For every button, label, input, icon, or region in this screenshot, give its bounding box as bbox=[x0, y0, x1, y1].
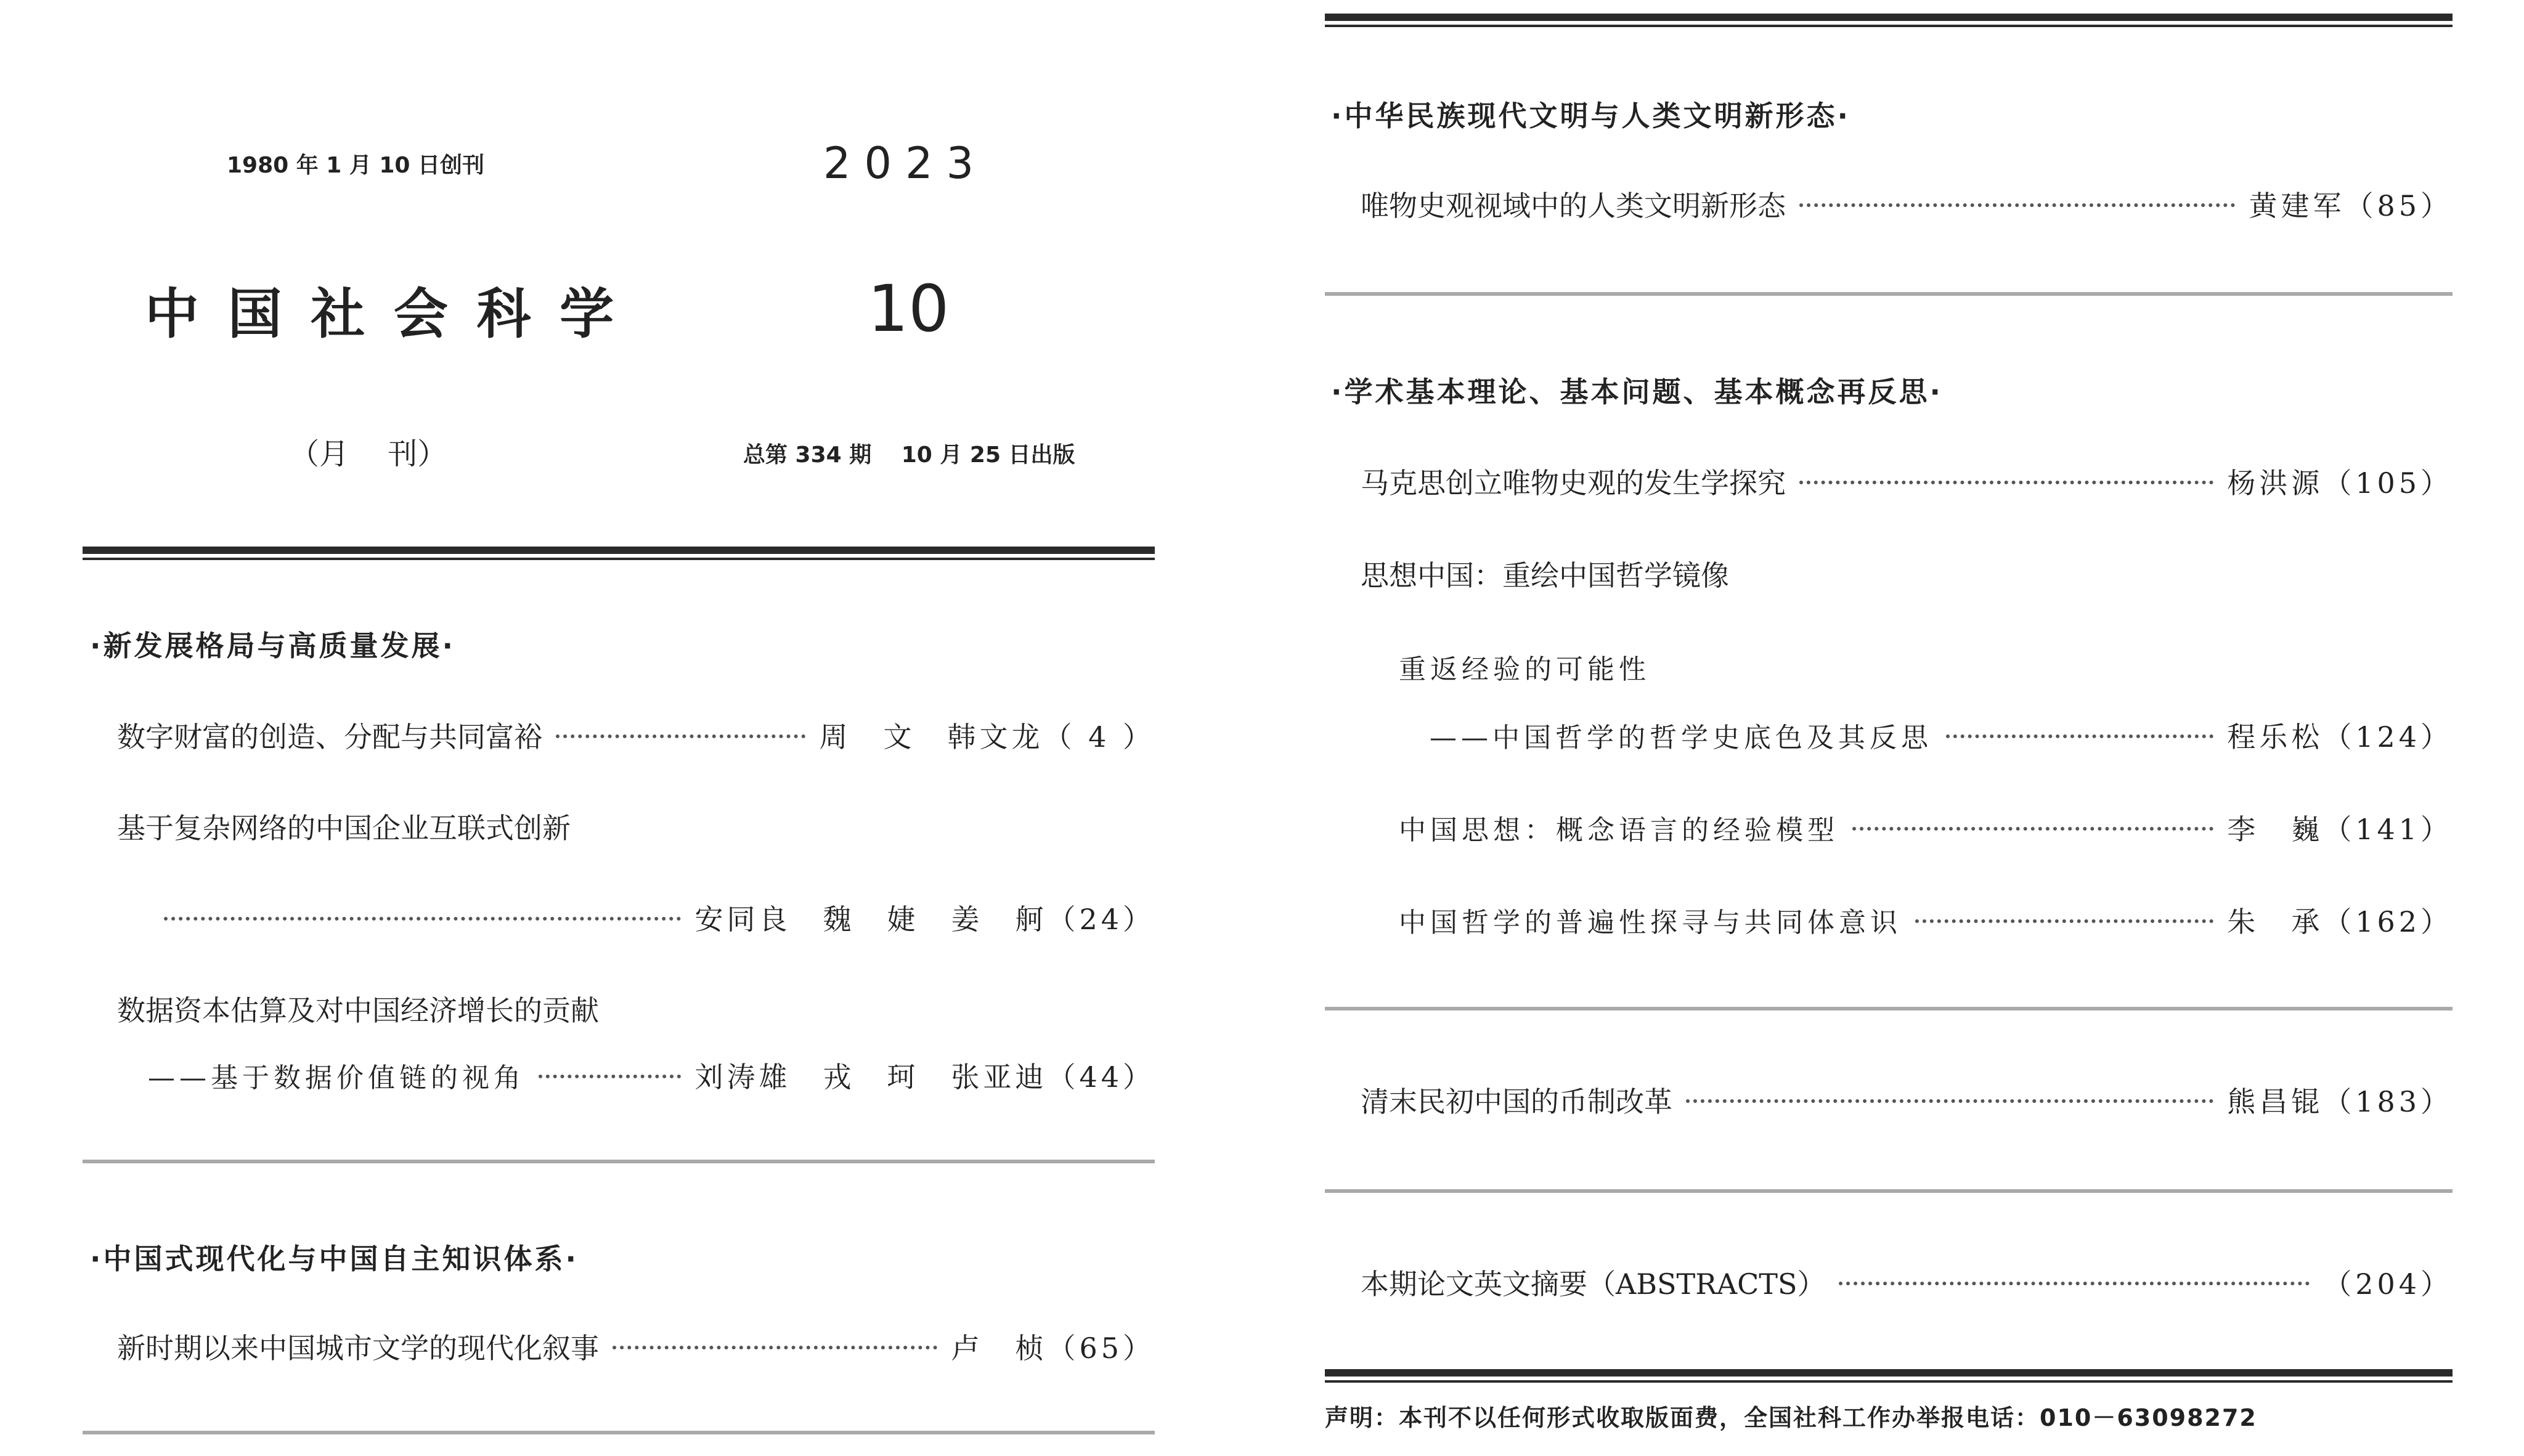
toc-entry[interactable] bbox=[1399, 900, 2453, 940]
article-title: 清末民初中国的币制改革 bbox=[1361, 1085, 1672, 1118]
article-page: （44） bbox=[1047, 1060, 1155, 1094]
article-authors: 李 巍 bbox=[2227, 813, 2324, 846]
bottom-rule-thick bbox=[1325, 1369, 2453, 1377]
article-page: （ 4 ） bbox=[1043, 720, 1155, 754]
dot-leader bbox=[539, 1075, 681, 1078]
article-title: 马克思创立唯物史观的发生学探究 bbox=[1361, 466, 1786, 500]
article-title: 中国思想：概念语言的经验模型 bbox=[1399, 815, 1839, 846]
article-authors: 程乐松 bbox=[2227, 720, 2324, 754]
toc-entry[interactable] bbox=[148, 1055, 1155, 1096]
bottom-rule-thin bbox=[1325, 1380, 2453, 1383]
dot-leader bbox=[1946, 734, 2213, 738]
top-rule-thin bbox=[1325, 25, 2453, 27]
dot-leader bbox=[1915, 919, 2213, 923]
article-page: （65） bbox=[1047, 1332, 1155, 1365]
journal-title: 中 国 社 会 科 学 bbox=[145, 282, 619, 346]
toc-entry[interactable] bbox=[1361, 1080, 2453, 1120]
article-subtitle: ——基于数据价值链的视角 bbox=[148, 1062, 525, 1094]
toc-entry[interactable] bbox=[1430, 715, 2453, 755]
article-page: （124） bbox=[2323, 720, 2453, 754]
article-title: 唯物史观视域中的人类文明新形态 bbox=[1361, 189, 1786, 222]
toc-entry[interactable] bbox=[1399, 807, 2453, 848]
forum-title[interactable]: 思想中国：重绘中国哲学镜像 bbox=[1361, 559, 1729, 592]
toc-entry[interactable] bbox=[1361, 461, 2453, 502]
section-divider bbox=[1325, 1189, 2453, 1193]
section-divider bbox=[83, 1431, 1155, 1434]
issue-info: 总第 334 期 10 月 25 日出版 bbox=[743, 442, 1075, 468]
article-page: （85） bbox=[2345, 189, 2453, 222]
article-title[interactable]: 数据资本估算及对中国经济增长的贡献 bbox=[117, 994, 599, 1027]
article-page: （141） bbox=[2323, 813, 2453, 846]
dot-leader bbox=[1799, 203, 2235, 207]
article-page: （183） bbox=[2323, 1085, 2453, 1118]
issue-number: 10 bbox=[868, 271, 950, 346]
article-authors: 卢 桢 bbox=[951, 1332, 1048, 1365]
masthead-rule-thin bbox=[83, 558, 1155, 560]
toc-entry[interactable] bbox=[117, 715, 1155, 755]
article-page: （204） bbox=[2323, 1267, 2453, 1301]
section-divider bbox=[1325, 292, 2453, 296]
abstracts-title: 本期论文英文摘要（ABSTRACTS） bbox=[1361, 1267, 1826, 1301]
article-authors: 朱 承 bbox=[2227, 905, 2324, 938]
section-heading: ·中国式现代化与中国自主知识体系· bbox=[90, 1242, 579, 1275]
article-authors: 周 文 韩文龙 bbox=[819, 720, 1044, 754]
notice: 声明：本刊不以任何形式收取版面费，全国社科工作办举报电话：010－63098272 bbox=[1325, 1404, 2257, 1431]
article-page: （162） bbox=[2323, 905, 2453, 938]
toc-entry[interactable] bbox=[1361, 1262, 2453, 1303]
dot-leader bbox=[1686, 1099, 2213, 1103]
toc-entry[interactable] bbox=[1361, 184, 2453, 224]
dot-leader bbox=[556, 734, 805, 738]
section-divider bbox=[83, 1160, 1155, 1163]
section-heading: ·中华民族现代文明与人类文明新形态· bbox=[1331, 99, 1850, 132]
article-authors: 黄建军 bbox=[2249, 189, 2345, 222]
toc-entry[interactable] bbox=[164, 897, 1155, 938]
section-heading: ·学术基本理论、基本问题、基本概念再反思· bbox=[1331, 375, 1943, 409]
dot-leader bbox=[613, 1346, 937, 1349]
article-authors: 熊昌锟 bbox=[2227, 1085, 2324, 1118]
article-title[interactable]: 重返经验的可能性 bbox=[1399, 654, 1650, 685]
article-title: 新时期以来中国城市文学的现代化叙事 bbox=[117, 1332, 599, 1365]
article-title: 数字财富的创造、分配与共同富裕 bbox=[117, 720, 542, 754]
article-title[interactable]: 基于复杂网络的中国企业互联式创新 bbox=[117, 811, 571, 845]
founded-date: 1980 年 1 月 10 日创刊 bbox=[227, 153, 485, 178]
dot-leader bbox=[1852, 827, 2213, 831]
top-rule-thick bbox=[1325, 14, 2453, 21]
article-authors: 安同良 魏 婕 姜 舸 bbox=[694, 903, 1048, 936]
toc-entry[interactable] bbox=[117, 1326, 1155, 1367]
article-page: （105） bbox=[2323, 466, 2453, 500]
section-divider bbox=[1325, 1007, 2453, 1011]
article-authors: 杨洪源 bbox=[2227, 466, 2324, 500]
article-title: 中国哲学的普遍性探寻与共同体意识 bbox=[1399, 907, 1902, 938]
dot-leader bbox=[1799, 481, 2213, 484]
dot-leader bbox=[164, 917, 681, 921]
article-authors: 刘涛雄 戎 珂 张亚迪 bbox=[694, 1060, 1048, 1094]
frequency: （月 刊） bbox=[290, 437, 447, 471]
article-subtitle: ——中国哲学的哲学史底色及其反思 bbox=[1430, 722, 1932, 754]
section-heading: ·新发展格局与高质量发展· bbox=[90, 629, 455, 662]
year: 2023 bbox=[823, 138, 988, 189]
article-page: （24） bbox=[1047, 903, 1155, 936]
masthead-rule-thick bbox=[83, 547, 1155, 554]
dot-leader bbox=[1839, 1282, 2310, 1285]
